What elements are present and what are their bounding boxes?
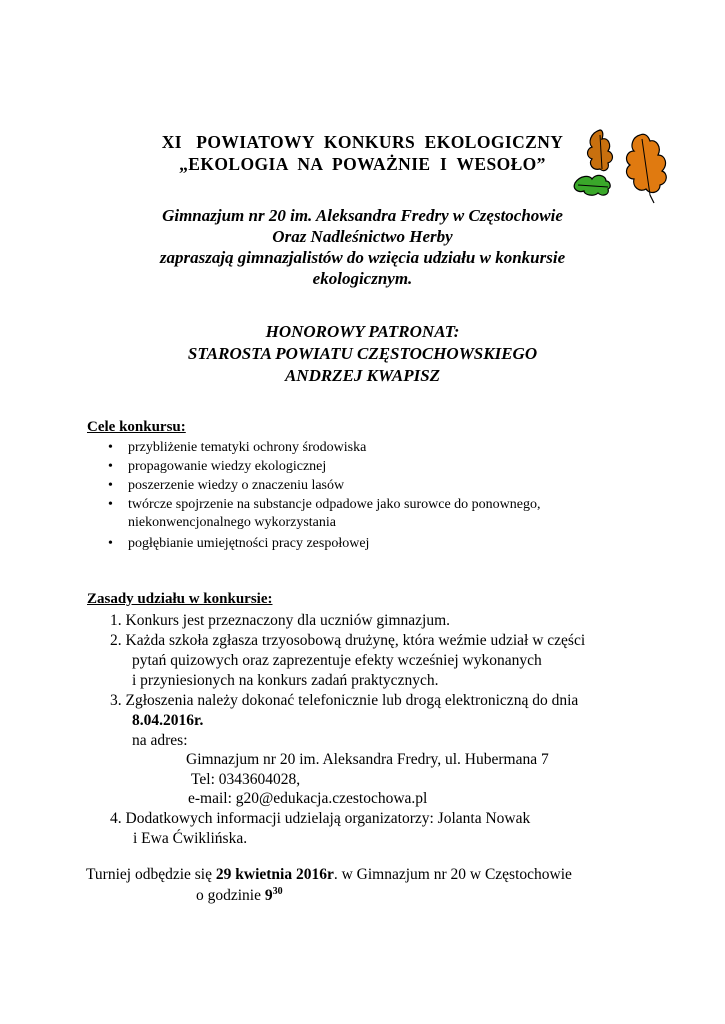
title-line-1: XI POWIATOWY KONKURS EKOLOGICZNY xyxy=(161,132,564,152)
event-info xyxy=(86,866,572,884)
rule-2-line-3: i przyniesionych na konkurs zadań praktycznych. xyxy=(132,672,439,689)
orange-leaf-icon xyxy=(627,134,667,203)
phone-number: Tel: 0343604028, xyxy=(191,771,301,788)
green-leaf-icon xyxy=(574,175,610,195)
deadline-date: 8.04.2016r. xyxy=(132,712,204,729)
patronage-name: ANDRZEJ KWAPISZ xyxy=(284,366,441,385)
bullet: • xyxy=(108,478,113,493)
rule-2-line-2: pytań quizowych oraz zaprezentuje efekty wcześniej wykonanych xyxy=(132,652,542,669)
invite-line-4: ekologicznym. xyxy=(312,269,413,288)
rule-1: 1. Konkurs jest przeznaczony dla uczniów gimnazjum. xyxy=(110,612,451,629)
email-address: e-mail: g20@edukacja.czestochowa.pl xyxy=(188,790,428,807)
patronage-heading: HONOROWY PATRONAT: xyxy=(265,322,460,341)
goal-text: twórcze spojrzenie na substancje odpadowe jako surowce do ponownego, xyxy=(128,497,541,512)
rule-4-line-2: i Ewa Ćwiklińska. xyxy=(133,830,248,847)
event-hour: 9 xyxy=(264,887,273,905)
invite-line-3: zapraszają gimnazjalistów do wzięcia udziału w konkursie xyxy=(159,248,566,267)
event-date: 29 kwietnia 2016r xyxy=(215,866,334,883)
event-time-label: o godzinie xyxy=(196,887,265,905)
rule-2-line-1: 2. Każda szkoła zgłasza trzyosobową drużynę, która weźmie udział w części xyxy=(110,632,586,649)
goals-heading: Cele konkursu: xyxy=(87,419,186,435)
title-line-2: „EKOLOGIA NA POWAŻNIE I WESOŁO” xyxy=(179,154,546,174)
oak-leaves-icon xyxy=(570,125,670,205)
event-info-post: . w Gimnazjum nr 20 w Częstochowie xyxy=(333,866,572,883)
goal-text: poszerzenie wiedzy o znaczeniu lasów xyxy=(128,478,345,493)
bullet: • xyxy=(108,459,113,474)
bullet: • xyxy=(108,440,113,455)
rule-3-line-1: 3. Zgłoszenia należy dokonać telefonicznie lub drogą elektroniczną do dnia xyxy=(110,692,579,709)
event-time xyxy=(196,886,283,905)
rule-4-line-1: 4. Dodatkowych informacji udzielają organizatorzy: Jolanta Nowak xyxy=(110,810,531,827)
goal-text: przybliżenie tematyki ochrony środowiska xyxy=(128,440,367,455)
invite-line-2: Oraz Nadleśnictwo Herby xyxy=(272,227,453,246)
rules-heading: Zasady udziału w konkursie: xyxy=(87,591,273,607)
goal-text: niekonwencjonalnego wykorzystania xyxy=(128,515,336,530)
school-address: Gimnazjum nr 20 im. Aleksandra Fredry, ul. Hubermana 7 xyxy=(186,751,549,768)
goal-text: propagowanie wiedzy ekologicznej xyxy=(128,459,327,474)
event-info-pre: Turniej odbędzie się xyxy=(86,866,216,883)
event-minutes: 30 xyxy=(272,886,283,897)
brown-leaf-icon xyxy=(588,130,613,171)
address-label: na adres: xyxy=(132,732,188,749)
patronage-starosta: STAROSTA POWIATU CZĘSTOCHOWSKIEGO xyxy=(187,344,538,363)
invite-line-1: Gimnazjum nr 20 im. Aleksandra Fredry w Częstochowie xyxy=(162,206,563,225)
bullet: • xyxy=(108,536,113,551)
bullet: • xyxy=(108,497,113,512)
goal-text: pogłębianie umiejętności pracy zespołowej xyxy=(128,536,370,551)
